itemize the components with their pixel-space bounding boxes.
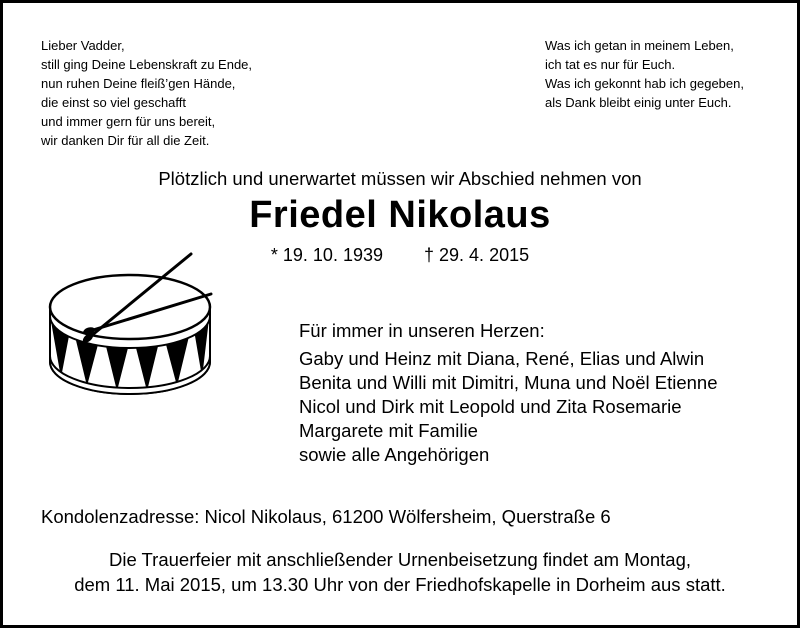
- poem-right: [545, 36, 744, 112]
- deceased-name: Friedel Nikolaus: [249, 194, 551, 236]
- poem-line: Was ich gekonnt hab ich gegeben,: [545, 76, 744, 91]
- family-line: sowie alle Angehörigen: [299, 444, 490, 465]
- ceremony-line: Die Trauerfeier mit anschließender Urnenbeisetzung findet am Montag,: [108, 549, 692, 570]
- condolence-address: Kondolenzadresse: Nicol Nikolaus, 61200 Wölfersheim, Querstraße 6: [41, 506, 611, 527]
- poem-line: ich tat es nur für Euch.: [545, 57, 676, 72]
- intro-text: Plötzlich und unerwartet müssen wir Abschied nehmen von: [158, 168, 642, 189]
- ceremony-info: [3, 547, 797, 597]
- poem-line: und immer gern für uns bereit,: [41, 114, 216, 129]
- family-line: Margarete mit Familie: [299, 420, 478, 441]
- ceremony-line: dem 11. Mai 2015, um 13.30 Uhr von der Friedhofskapelle in Dorheim aus statt.: [74, 574, 726, 595]
- family-line: Gaby und Heinz mit Diana, René, Elias und Alwin: [299, 348, 705, 369]
- poem-line: die einst so viel geschafft: [41, 95, 187, 110]
- drum-icon: [43, 250, 218, 425]
- death-date: † 29. 4. 2015: [424, 245, 530, 265]
- family-heading: Für immer in unseren Herzen:: [299, 320, 545, 341]
- poem-left: [41, 36, 252, 150]
- poem-line: Was ich getan in meinem Leben,: [545, 38, 734, 53]
- poem-line: still ging Deine Lebenskraft zu Ende,: [41, 57, 253, 72]
- poem-line: wir danken Dir für all die Zeit.: [41, 133, 210, 148]
- poem-line: Lieber Vadder,: [41, 38, 125, 53]
- poem-line: nun ruhen Deine fleiß’gen Hände,: [41, 76, 236, 91]
- family-list: [299, 319, 717, 467]
- poem-line: als Dank bleibt einig unter Euch.: [545, 95, 732, 110]
- birth-date: * 19. 10. 1939: [270, 245, 383, 265]
- family-line: Benita und Willi mit Dimitri, Muna und Noël Etienne: [299, 372, 718, 393]
- family-line: Nicol und Dirk mit Leopold und Zita Rosemarie: [299, 396, 682, 417]
